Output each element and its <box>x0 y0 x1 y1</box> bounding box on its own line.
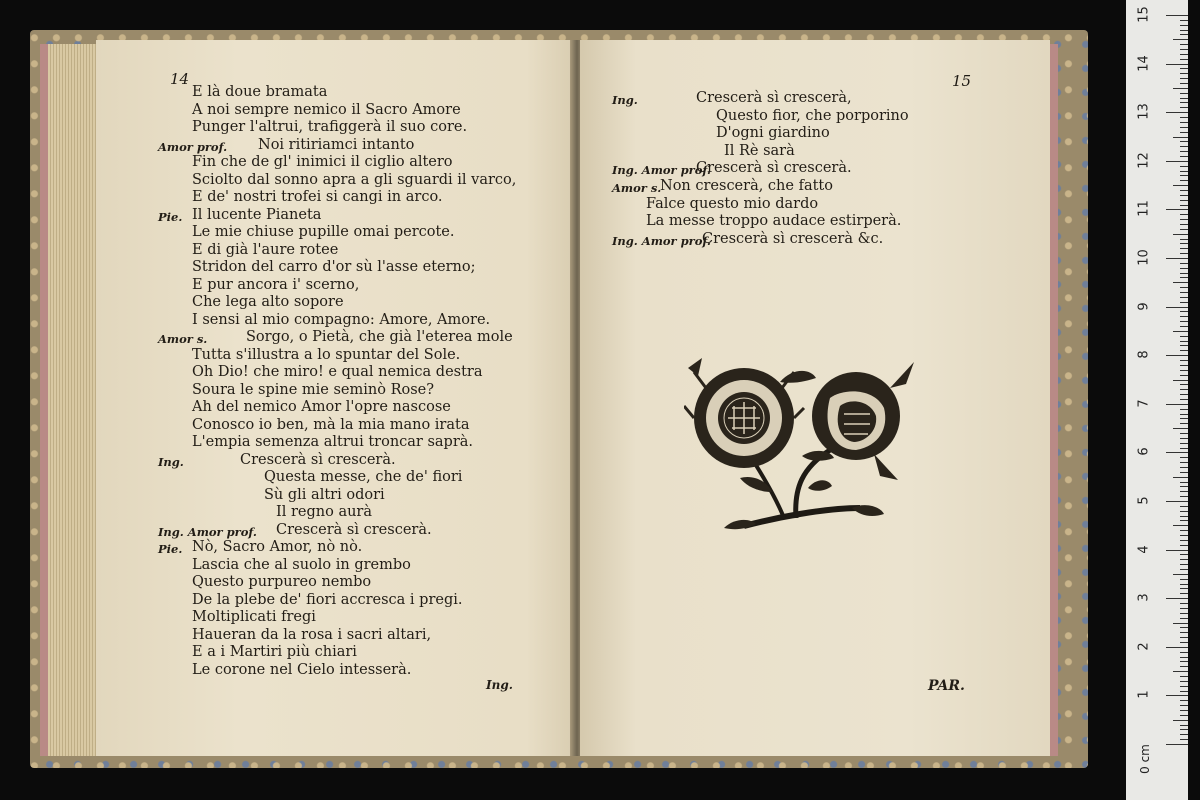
ruler-tick <box>1166 161 1188 162</box>
ruler-tick <box>1180 146 1188 147</box>
ruler-tick <box>1173 234 1188 235</box>
ruler-tick <box>1180 243 1188 244</box>
ruler-tick <box>1180 263 1188 264</box>
ruler-tick <box>1173 623 1188 624</box>
ruler-tick <box>1180 467 1188 468</box>
ruler-tick <box>1180 554 1188 555</box>
ruler-tick <box>1180 618 1188 619</box>
ruler-tick <box>1180 175 1188 176</box>
catchword: PAR. <box>928 678 965 694</box>
ruler-tick <box>1166 307 1188 308</box>
ruler-tick <box>1180 632 1188 633</box>
ruler-tick <box>1180 127 1188 128</box>
verse-line: Il regno aurà <box>276 504 373 520</box>
ruler-tick <box>1180 102 1188 103</box>
ruler-tick <box>1180 681 1188 682</box>
verse-line: I sensi al mio compagno: Amore, Amore. <box>192 311 491 328</box>
ruler-tick <box>1166 112 1188 113</box>
verse-line: Punger l'altrui, trafiggerà il suo core. <box>192 119 468 135</box>
verse-line: Lascia che al suolo in grembo <box>192 556 411 573</box>
ruler-tick <box>1180 239 1188 240</box>
scale-ruler <box>1126 0 1188 800</box>
ruler-tick <box>1180 93 1188 94</box>
ruler-tick <box>1180 321 1188 322</box>
ruler-tick <box>1180 302 1188 303</box>
ruler-tick <box>1180 122 1188 123</box>
ruler-tick <box>1166 452 1188 453</box>
ruler-tick <box>1173 574 1188 575</box>
verse-line: Tutta s'illustra a lo spuntar del Sole. <box>192 346 461 363</box>
verse-line: Il Rè sarà <box>724 142 795 159</box>
ruler-tick <box>1180 627 1188 628</box>
ruler-tick <box>1180 68 1188 69</box>
ruler-tick <box>1180 448 1188 449</box>
ruler-tick <box>1180 54 1188 55</box>
verse-line: Questa messe, che de' fiori <box>264 469 463 485</box>
verse-line: Sù gli altri odori <box>264 486 385 503</box>
ruler-tick <box>1180 151 1188 152</box>
ruler-tick <box>1180 219 1188 220</box>
verse-line: Le mie chiuse pupille omai percote. <box>192 224 455 240</box>
ruler-number: 4 <box>1136 544 1152 554</box>
ruler-tick <box>1180 423 1188 424</box>
ruler-tick <box>1173 331 1188 332</box>
ruler-number: 2 <box>1136 642 1152 651</box>
ruler-tick <box>1180 491 1188 492</box>
ruler-tick <box>1180 384 1188 385</box>
right-page <box>580 40 1050 756</box>
ruler-tick <box>1180 739 1188 740</box>
ruler-tick <box>1180 486 1188 487</box>
ruler-tick <box>1166 209 1188 210</box>
ruler-number: 3 <box>1136 593 1152 602</box>
ruler-tick <box>1180 569 1188 570</box>
ruler-tick <box>1180 365 1188 366</box>
ruler-tick <box>1180 642 1188 643</box>
verse-line: Crescerà sì crescerà. <box>696 160 852 177</box>
ruler-tick <box>1180 686 1188 687</box>
ruler-number: 14 <box>1136 54 1152 72</box>
verse-line: D'ogni giardino <box>716 125 830 142</box>
ruler-tick <box>1180 705 1188 706</box>
ruler-tick <box>1180 472 1188 473</box>
ruler-tick <box>1180 389 1188 390</box>
speaker-label: Amor s. <box>612 181 662 195</box>
ruler-tick <box>1180 520 1188 521</box>
ruler-tick <box>1173 428 1188 429</box>
ruler-tick <box>1166 64 1188 65</box>
ruler-tick <box>1180 603 1188 604</box>
ruler-tick <box>1180 443 1188 444</box>
ruler-tick <box>1180 394 1188 395</box>
ruler-tick <box>1180 482 1188 483</box>
ruler-tick <box>1180 691 1188 692</box>
verse-line: E là doue bramata <box>192 84 328 100</box>
ruler-number: 12 <box>1136 152 1152 169</box>
ruler-tick <box>1180 375 1188 376</box>
ruler-tick <box>1180 287 1188 288</box>
ruler-tick <box>1180 117 1188 118</box>
page-number: 15 <box>952 72 972 90</box>
ruler-tick <box>1166 744 1188 745</box>
ruler-number: 9 <box>1136 301 1152 311</box>
speaker-label: Amor prof. <box>158 139 228 154</box>
ruler-tick <box>1180 637 1188 638</box>
ruler-tick <box>1166 598 1188 599</box>
ruler-number: 7 <box>1136 399 1152 408</box>
ruler-tick <box>1180 224 1188 225</box>
verse-line: Stridon del carro d'or sù l'asse eterno; <box>192 259 476 275</box>
ruler-tick <box>1180 729 1188 730</box>
ruler-tick <box>1173 185 1188 186</box>
speaker-label: Ing. Amor prof. <box>158 524 257 539</box>
ruler-tick <box>1180 535 1188 536</box>
ruler-tick <box>1180 292 1188 293</box>
ruler-tick <box>1180 156 1188 157</box>
ruler-tick <box>1180 700 1188 701</box>
ruler-tick <box>1180 277 1188 278</box>
ruler-tick <box>1180 433 1188 434</box>
speaker-label: Amor s. <box>158 332 208 346</box>
ruler-tick <box>1180 20 1188 21</box>
verse-line: Le corone nel Cielo intesserà. <box>192 661 412 678</box>
ruler-number: 6 <box>1136 447 1152 457</box>
ruler-tick <box>1173 671 1188 672</box>
speaker-label: Pie. <box>158 542 183 556</box>
page-edges <box>48 44 98 756</box>
ruler-tick <box>1180 273 1188 274</box>
ruler-tick <box>1180 268 1188 269</box>
verse-line: E pur ancora i' scerno, <box>192 276 360 293</box>
ruler-tick <box>1180 652 1188 653</box>
ruler-tick <box>1180 715 1188 716</box>
verse-line: Sorgo, o Pietà, che già l'eterea mole <box>246 329 513 345</box>
ruler-tick <box>1180 248 1188 249</box>
ruler-tick <box>1180 44 1188 45</box>
ruler-tick <box>1166 501 1188 502</box>
verse-line: Ah del nemico Amor l'opre nascose <box>192 399 451 415</box>
ruler-tick <box>1180 593 1188 594</box>
verse-line: Il lucente Pianeta <box>192 206 322 223</box>
ruler-tick <box>1180 30 1188 31</box>
ruler-tick <box>1173 380 1188 381</box>
ruler-tick <box>1180 545 1188 546</box>
ruler-number: 15 <box>1136 6 1152 23</box>
ruler-tick <box>1180 725 1188 726</box>
ruler-tick <box>1180 326 1188 327</box>
ruler-tick <box>1166 404 1188 405</box>
ruler-tick <box>1180 229 1188 230</box>
ruler-tick <box>1180 457 1188 458</box>
verse-line: Haueran da la rosa i sacri altari, <box>192 626 432 643</box>
ruler-tick <box>1180 666 1188 667</box>
ruler-tick <box>1180 584 1188 585</box>
ruler-tick <box>1180 661 1188 662</box>
ruler-tick <box>1166 695 1188 696</box>
ruler-number: 5 <box>1136 496 1152 505</box>
verse-line: E de' nostri trofei si cangi in arco. <box>192 189 443 205</box>
ruler-tick <box>1180 564 1188 565</box>
verse-line: Crescerà sì crescerà &c. <box>702 230 884 247</box>
ruler-tick <box>1180 579 1188 580</box>
verse-line: Nò, Sacro Amor, nò nò. <box>192 539 363 555</box>
ruler-tick <box>1180 297 1188 298</box>
ruler-tick <box>1180 530 1188 531</box>
ruler-unit-label: 0 cm <box>1137 744 1152 774</box>
speaker-label: Ing. <box>158 454 184 469</box>
ruler-tick <box>1166 647 1188 648</box>
ruler-tick <box>1180 370 1188 371</box>
ruler-tick <box>1166 355 1188 356</box>
ruler-tick <box>1180 73 1188 74</box>
ruler-tick <box>1180 710 1188 711</box>
ruler-tick <box>1180 253 1188 254</box>
verse-line: Non crescerà, che fatto <box>660 178 833 194</box>
verse-line: L'empia semenza altrui troncar saprà. <box>192 434 474 450</box>
ruler-tick <box>1180 350 1188 351</box>
ruler-tick <box>1180 195 1188 196</box>
verse-line: Che lega alto sopore <box>192 294 344 310</box>
ruler-tick <box>1180 107 1188 108</box>
ruler-tick <box>1180 540 1188 541</box>
ruler-tick <box>1180 132 1188 133</box>
ruler-tick <box>1180 734 1188 735</box>
verse-line: Questo purpureo nembo <box>192 574 372 590</box>
ruler-tick <box>1180 336 1188 337</box>
ruler-tick <box>1180 311 1188 312</box>
ruler-tick <box>1180 657 1188 658</box>
ruler-tick <box>1180 59 1188 60</box>
verse-line: Crescerà sì crescerà. <box>240 451 396 468</box>
ruler-tick <box>1180 588 1188 589</box>
verse-line: Moltiplicati fregi <box>192 609 316 625</box>
ruler-tick <box>1180 25 1188 26</box>
page-number: 14 <box>170 70 190 88</box>
ruler-tick <box>1180 608 1188 609</box>
ruler-tick <box>1180 83 1188 84</box>
ruler-tick <box>1166 258 1188 259</box>
ruler-tick <box>1180 341 1188 342</box>
verse-line: Conosco io ben, mà la mia mano irata <box>192 416 470 433</box>
verse-line: Oh Dio! che miro! e qual nemica destra <box>192 364 483 380</box>
ruler-tick <box>1180 506 1188 507</box>
verse-line: Crescerà sì crescerà, <box>696 90 852 106</box>
flower-woodcut-icon <box>684 358 920 532</box>
ruler-tick <box>1180 559 1188 560</box>
verse-line: Soura le spine mie seminò Rose? <box>192 381 435 398</box>
verse-line: E di già l'aure rotee <box>192 241 339 258</box>
ruler-tick <box>1180 496 1188 497</box>
ruler-number: 11 <box>1136 200 1152 218</box>
ruler-tick <box>1180 511 1188 512</box>
ruler-tick <box>1173 282 1188 283</box>
ruler-number: 8 <box>1136 350 1152 359</box>
ruler-tick <box>1180 360 1188 361</box>
ruler-tick <box>1180 49 1188 50</box>
ruler-tick <box>1180 516 1188 517</box>
speaker-label: Ing. Amor prof. <box>612 233 711 248</box>
speaker-label: Ing. Amor prof. <box>612 163 711 178</box>
ruler-number: 10 <box>1136 249 1152 266</box>
ruler-tick <box>1180 171 1188 172</box>
ruler-tick <box>1180 409 1188 410</box>
ruler-tick <box>1173 525 1188 526</box>
speaker-label: Ing. <box>612 93 638 107</box>
ruler-tick <box>1180 399 1188 400</box>
speaker-label: Pie. <box>158 209 183 224</box>
ruler-tick <box>1180 214 1188 215</box>
ruler-tick <box>1180 166 1188 167</box>
ruler-tick <box>1180 200 1188 201</box>
ruler-tick <box>1173 88 1188 89</box>
ruler-number: 13 <box>1136 103 1152 120</box>
ruler-tick <box>1180 98 1188 99</box>
verse-line: E a i Martiri più chiari <box>192 644 357 660</box>
ruler-tick <box>1180 418 1188 419</box>
verse-line: De la plebe de' fiori accresca i pregi. <box>192 591 463 608</box>
verse-line: Sciolto dal sonno apra a gli sguardi il varco, <box>192 171 517 188</box>
catchword: Ing. <box>486 678 513 692</box>
ruler-tick <box>1180 180 1188 181</box>
verse-line: Questo fior, che porporino <box>716 107 909 124</box>
ruler-tick <box>1180 345 1188 346</box>
verse-line: La messe troppo audace estirperà. <box>646 213 902 230</box>
verse-line: Falce questo mio dardo <box>646 195 819 212</box>
ruler-tick <box>1180 141 1188 142</box>
ruler-tick <box>1180 462 1188 463</box>
ruler-tick <box>1180 316 1188 317</box>
ruler-tick <box>1180 676 1188 677</box>
ruler-tick <box>1180 414 1188 415</box>
ruler-tick <box>1166 15 1188 16</box>
ruler-tick <box>1180 205 1188 206</box>
ruler-number: 1 <box>1136 690 1152 700</box>
ruler-tick <box>1166 550 1188 551</box>
ruler-tick <box>1180 613 1188 614</box>
ruler-tick <box>1173 39 1188 40</box>
ruler-tick <box>1180 34 1188 35</box>
ruler-tick <box>1173 137 1188 138</box>
verse-line: Crescerà sì crescerà. <box>276 521 432 538</box>
verse-line: A noi sempre nemico il Sacro Amore <box>192 101 461 118</box>
verse-line: Noi ritiriamci intanto <box>258 136 415 153</box>
ruler-tick <box>1180 78 1188 79</box>
left-page <box>96 40 574 756</box>
ruler-tick <box>1180 190 1188 191</box>
ruler-tick <box>1173 477 1188 478</box>
verse-line: Fin che de gl' inimici il ciglio altero <box>192 154 453 170</box>
ruler-tick <box>1173 720 1188 721</box>
ruler-tick <box>1180 438 1188 439</box>
